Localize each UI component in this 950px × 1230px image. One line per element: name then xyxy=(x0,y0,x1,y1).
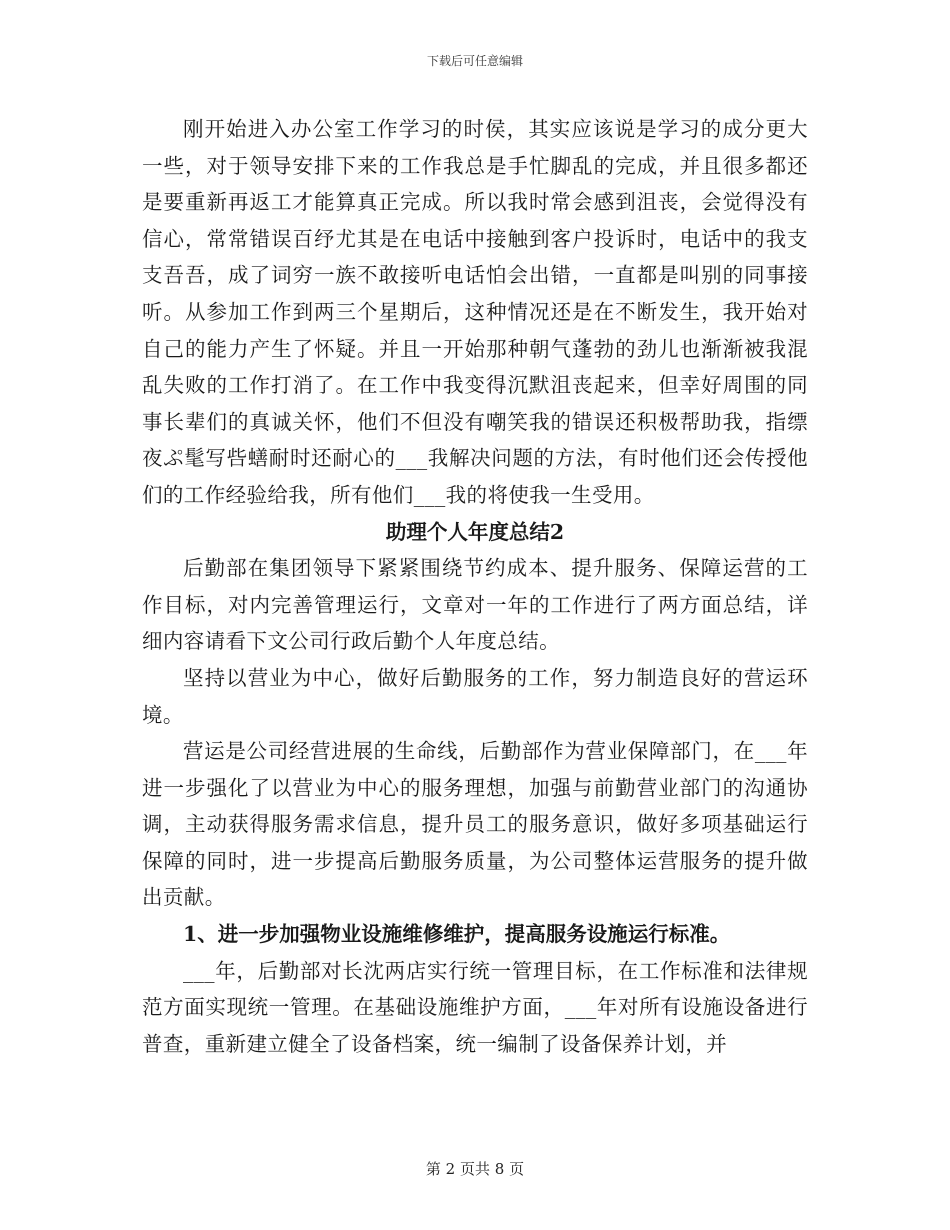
section-title: 助理个人年度总结2 xyxy=(385,519,565,544)
subheading-1: 1、进一步加强物业设施维修维护，提高服务设施运行标准。 xyxy=(183,922,731,947)
page-header: 下载后可任意编辑 xyxy=(426,54,523,68)
paragraph-2: 后勤部在集团领导下紧紧围绕节约成本、提升服务、保障运营的工作目标，对内完善管理运行，文章对一年的工作进行了两方面总结，详细内容请看下文公司行政后勤个人年度总结。 xyxy=(142,556,808,654)
paragraph-5: ___年，后勤部对长沈两店实行统一管理目标，在工作标准和法律规范方面实现统一管理。在基础设施维护方面，___年对所有设施设备进行普查，重新建立健全了设备档案，统一编制了设备保养计划，并 xyxy=(142,958,808,1056)
paragraph-1: 刚开始进入办公室工作学习的时侯，其实应该说是学习的成分更大一些，对于领导安排下来的工作我总是手忙脚乱的完成，并且很多都还是要重新再返工才能算真正完成。所以我时常会感到沮丧，会觉得没有信心，常常错误百纾尤其是在电话中接触到客户投诉时，电话中的我支支吾吾，成了词穷一族不敢接听电话怕会出错，一直都是叫别的同事接听。从参加工作到两三个星期后，这种情况还是在不断发生，我开始对自己的能力产生了怀疑。并且一开始那种朝气蓬勃的劲儿也渐渐被我混乱失败的工作打消了。在工作中我变得沉默沮丧起来，但幸好周围的同事长辈们的真诚关怀，他们不但没有嘲笑我的错误还积极帮助我，指缥夜ぷ髦写呰蟮耐时还耐心的___我解决问题的方法，有时他们还会传授他们的工作经验给我，所有他们___我的将使我一生受用。 xyxy=(142,117,808,507)
paragraph-4: 营运是公司经营进展的生命线，后勤部作为营业保障部门，在___年进一步强化了以营业为中心的服务理想，加强与前勤营业部门的沟通协调，主动获得服务需求信息，提升员工的服务意识，做好多项基础运行保障的同时，进一步提高后勤服务质量，为公司整体运营服务的提升做出贡献。 xyxy=(142,739,808,910)
page-footer: 第 2 页共 8 页 xyxy=(425,1160,525,1178)
paragraph-3: 坚持以营业为中心，做好后勤服务的工作，努力制造良好的营运环境。 xyxy=(142,665,808,727)
document-body xyxy=(142,111,808,1062)
